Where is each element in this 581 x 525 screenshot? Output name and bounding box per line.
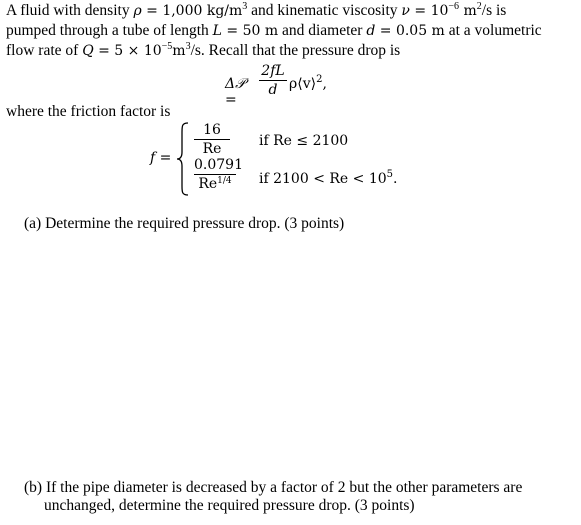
- velocity-exponent: 2: [316, 74, 323, 85]
- intro-text: at a volumetric: [444, 22, 542, 39]
- part-b-question-line-1: (b) If the pipe diameter is decreased by a factor of 2 but the other parameters are: [24, 479, 523, 496]
- intro-line-2: [6, 22, 542, 40]
- laminar-condition: if Re ≤ 2100: [259, 133, 349, 149]
- intro-text: and kinematic viscosity: [247, 2, 402, 19]
- laminar-denominator: Re: [202, 141, 222, 157]
- intro-text: pumped through a tube of length: [6, 22, 213, 39]
- pressure-drop-lhs: Δ𝒫 =: [225, 76, 246, 108]
- turbulent-numerator: 0.0791: [194, 157, 243, 173]
- reynolds-symbol: Re: [198, 176, 218, 192]
- viscosity-unit: m: [459, 3, 477, 19]
- density-value: 1,000 kg/m: [162, 3, 243, 19]
- where-friction-text: where the friction factor is: [6, 103, 171, 120]
- intro-line-3: [6, 42, 400, 60]
- part-a-question: (a) Determine the required pressure drop. (3 points): [24, 215, 345, 232]
- turbulent-condition: [259, 171, 397, 187]
- friction-factor-lhs: f =: [150, 150, 172, 166]
- fraction-numerator: 2fL: [261, 63, 285, 79]
- turbulent-denominator: [194, 176, 236, 192]
- intro-text: flow rate of: [6, 42, 83, 59]
- viscosity-exponent: −6: [448, 1, 460, 12]
- density-symbol: ρ =: [133, 3, 163, 19]
- laminar-numerator: 16: [203, 122, 221, 138]
- viscosity-unit-exponent: 2: [476, 1, 482, 12]
- flow-rate-unit: m: [172, 43, 186, 59]
- laminar-fraction: [194, 122, 230, 157]
- pressure-drop-rhs: [289, 76, 327, 92]
- intro-text: A fluid with density: [6, 2, 134, 19]
- flow-rate-exponent: −5: [161, 41, 173, 52]
- intro-text: /s. Recall that the pressure drop is: [190, 42, 401, 59]
- turbulent-condition-text: if 2100 < Re < 10: [259, 171, 387, 187]
- length-value: 50 m: [242, 23, 279, 39]
- reynolds-exponent: 1/4: [217, 176, 232, 186]
- viscosity-symbol: ν =: [401, 3, 431, 19]
- flow-rate-unit-exponent: 3: [185, 41, 191, 52]
- equation-comma: ,: [322, 76, 327, 92]
- diameter-symbol: d =: [366, 23, 396, 39]
- length-symbol: L =: [212, 23, 243, 39]
- piecewise-brace: [176, 122, 190, 196]
- velocity-term: ρ⟨v⟩: [289, 76, 317, 92]
- turbulent-fraction: [194, 157, 243, 192]
- pressure-drop-fraction: [259, 63, 287, 98]
- part-b-question-line-2: unchanged, determine the required pressure drop. (3 points): [44, 497, 415, 514]
- condition-period: .: [393, 171, 398, 187]
- viscosity-value: 10: [430, 3, 449, 19]
- intro-text: and diameter: [278, 22, 367, 39]
- fraction-denominator: d: [268, 82, 278, 98]
- diameter-value: 0.05 m: [395, 23, 445, 39]
- density-exponent: 3: [242, 1, 248, 12]
- friction-factor-equation: [150, 120, 410, 200]
- fraction-bar: [194, 139, 230, 140]
- intro-text: /s is: [481, 2, 507, 19]
- flow-rate-value: 5 × 10: [114, 43, 162, 59]
- fraction-bar: [194, 174, 236, 175]
- turbulent-condition-exponent: 5: [386, 169, 394, 180]
- flow-rate-symbol: Q =: [82, 43, 115, 59]
- fraction-bar: [259, 80, 287, 81]
- intro-line-1: [6, 2, 506, 20]
